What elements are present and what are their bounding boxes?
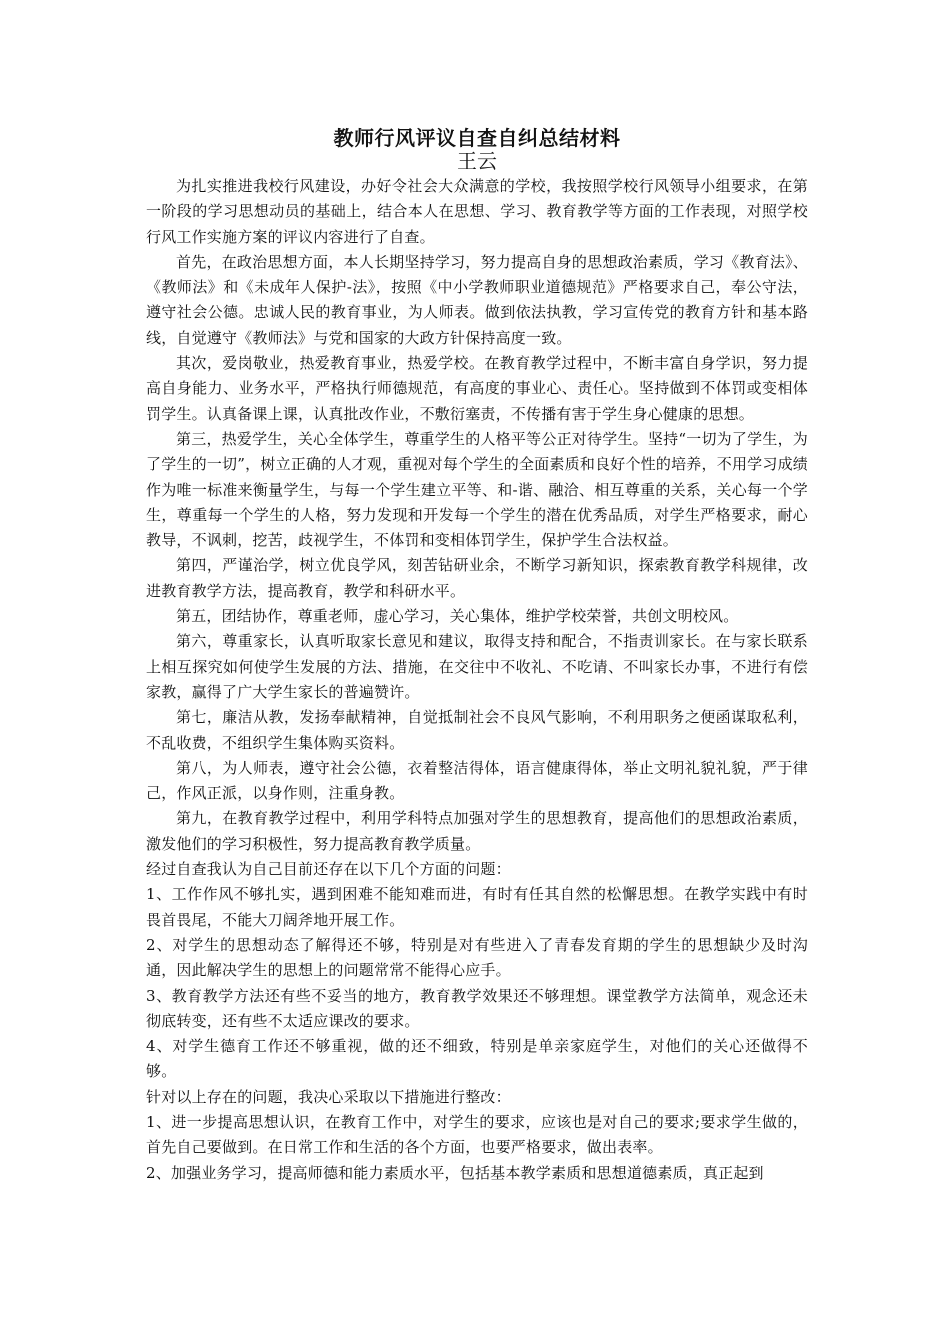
body-paragraph: 第六，尊重家长，认真听取家长意见和建议，取得支持和配合，不指责训家长。在与家长联系上相互探究如何使学生发展的方法、措施，在交往中不收礼、不吃请、不叫家长办事，不进行有偿家教，赢得了广大学生家长的普遍赞许。 — [146, 632, 808, 701]
body-paragraph: 第五，团结协作，尊重老师，虚心学习，关心集体，维护学校荣誉，共创文明校风。 — [176, 607, 739, 626]
body-paragraph: 第四，严谨治学，树立优良学风，刻苦钻研业余，不断学习新知识，探索教育教学科规律，改进教育教学方法，提高教育，教学和科研水平。 — [146, 556, 808, 600]
document-page — [146, 126, 808, 1186]
document-author: 王云 — [457, 149, 497, 173]
body-paragraph: 其次，爱岗敬业，热爱教育事业，热爱学校。在教育教学过程中，不断丰富自身学识，努力提高自身能力、业务水平，严格执行师德规范，有高度的事业心、责任心。坚持做到不体罚或变相体罚学生。认真备课上课，认真批改作业，不敷衍塞责，不传播有害于学生身心健康的思想。 — [146, 354, 808, 423]
body-paragraph: 首先，在政治思想方面，本人长期坚持学习，努力提高自身的思想政治素质，学习《教育法》、《教师法》和《未成年人保护-法》，按照《中小学教师职业道德规范》严格要求自己，奉公守法，遵守社会公德。忠诚人民的教育事业，为人师表。做到依法执教，学习宣传党的教育方针和基本路线，自觉遵守《教师法》与党和国家的大政方针保持高度一致。 — [146, 252, 808, 347]
body-paragraph: 2、加强业务学习，提高师德和能力素质水平，包括基本教学素质和思想道德素质，真正起到 — [146, 1163, 764, 1182]
body-paragraph: 1、进一步提高思想认识，在教育工作中，对学生的要求，应该也是对自己的要求;要求学生做的，首先自己要做到。在日常工作和生活的各个方面，也要严格要求，做出表率。 — [146, 1112, 808, 1157]
document-title: 教师行风评议自查自纠总结材料 — [333, 126, 621, 150]
body-paragraph: 第三，热爱学生，关心全体学生，尊重学生的人格平等公正对待学生。坚持“一切为了学生，为了学生的一切”，树立正确的人才观，重视对每个学生的全面素质和良好个性的培养，不用学习成绩作为唯一标准来衡量学生，与每一个学生建立平等、和-谐、融洽、相互尊重的关系，关心每一个学生，尊重每一个学生的人格，努力发现和开发每一个学生的潜在优秀品质，对学生严格要求，耐心教导，不讽刺，挖苦，歧视学生，不体罚和变相体罚学生，保护学生合法权益。 — [146, 429, 808, 550]
body-paragraph: 为扎实推进我校行风建设，办好令社会大众满意的学校，我按照学校行风领导小组要求，在第一阶段的学习思想动员的基础上，结合本人在思想、学习、教育教学等方面的工作表现，对照学校行风工作实施方案的评议内容进行了自查。 — [146, 177, 808, 246]
document-body — [146, 174, 808, 1186]
body-paragraph: 第九，在教育教学过程中，利用学科特点加强对学生的思想教育，提高他们的思想政治素质，激发他们的学习积极性，努力提高教育教学质量。 — [146, 809, 808, 853]
body-paragraph: 1、工作作风不够扎实，遇到困难不能知难而进，有时有任其自然的松懈思想。在教学实践中有时畏首畏尾，不能大刀阔斧地开展工作。 — [146, 885, 808, 929]
body-paragraph: 4、对学生德育工作还不够重视，做的还不细致，特别是单亲家庭学生，对他们的关心还做得不够。 — [146, 1037, 808, 1081]
body-paragraph: 第八，为人师表，遵守社会公德，衣着整洁得体，语言健康得体，举止文明礼貌礼貌，严于律己，作风正派，以身作则，注重身教。 — [146, 758, 808, 803]
body-paragraph: 3、教育教学方法还有些不妥当的地方，教育教学效果还不够理想。课堂教学方法简单，观念还未彻底转变，还有些不太适应课改的要求。 — [146, 986, 808, 1030]
body-paragraph: 第七，廉洁从教，发扬奉献精神，自觉抵制社会不良风气影响，不利用职务之便函谋取私利，不乱收费，不组织学生集体购买资料。 — [146, 708, 808, 752]
body-paragraph: 针对以上存在的问题，我决心采取以下措施进行整改： — [146, 1087, 511, 1106]
body-paragraph: 经过自查我认为自己目前还存在以下几个方面的问题： — [146, 860, 511, 879]
body-paragraph: 2、对学生的思想动态了解得还不够，特别是对有些进入了青春发育期的学生的思想缺少及时沟通，因此解决学生的思想上的问题常常不能得心应手。 — [146, 935, 808, 980]
